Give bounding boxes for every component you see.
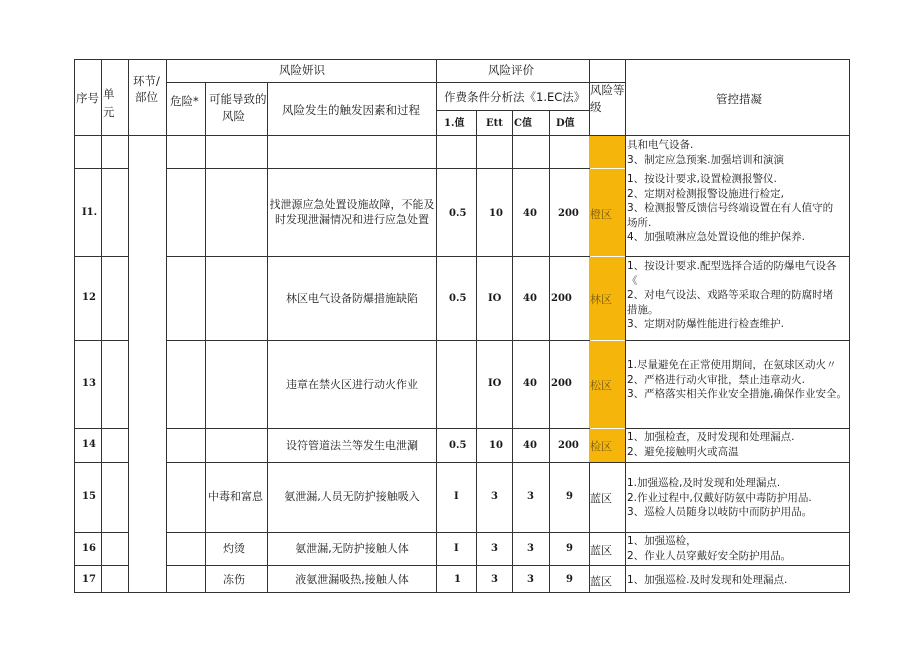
header-l-value: 1.值 bbox=[444, 118, 465, 129]
cause-line: 氨泄漏,无防护接触人体 bbox=[295, 542, 409, 555]
table-border-bottom bbox=[74, 592, 850, 593]
row-seq: 13 bbox=[82, 378, 96, 389]
cause-line: 氨泄漏,人员无防护接触吸入 bbox=[284, 490, 420, 503]
measure-line: 3、检测报警反馈信号终端设置在有人值守的 bbox=[627, 202, 834, 214]
measure-line: 2、定期对检测报警设施进行检定, bbox=[627, 187, 785, 200]
measure-line: 1、加强检查，及时发现和处理漏点. bbox=[627, 431, 795, 443]
row-d: 9 bbox=[566, 491, 573, 502]
row-rule-12b bbox=[166, 340, 589, 341]
row-e: IO bbox=[488, 378, 502, 389]
table-border-left bbox=[74, 59, 75, 593]
table-border-top bbox=[74, 59, 850, 60]
measure-line: 措施。 bbox=[627, 303, 659, 316]
row-d: 9 bbox=[566, 574, 573, 585]
table-border-right bbox=[849, 59, 850, 593]
measure-line: 3、严格落实相关作业安全措施,确保作业安全。 bbox=[627, 388, 847, 400]
col-rule-unit bbox=[101, 59, 102, 593]
header-d-value: D值 bbox=[556, 118, 575, 129]
col-rule-measures bbox=[625, 59, 626, 593]
header-level-1: 风险等 bbox=[590, 83, 625, 97]
row-seq: 16 bbox=[82, 543, 96, 554]
measures-row-10 bbox=[627, 138, 847, 168]
row-e: 3 bbox=[491, 491, 498, 502]
row-level: 蓝区 bbox=[590, 544, 612, 557]
header-rule-1 bbox=[166, 82, 625, 83]
row-cause bbox=[269, 197, 435, 227]
measure-line: 2.作业过程中,仅戴好防氨中毒防护用品. bbox=[627, 491, 812, 504]
row-d: 200 bbox=[558, 440, 579, 451]
row-l: I bbox=[454, 491, 459, 502]
measure-line: 3、定期对防爆性能进行检查维护. bbox=[627, 318, 785, 330]
row-rule-13c bbox=[625, 428, 850, 429]
col-rule-cause bbox=[267, 82, 268, 593]
col-rule-consequence bbox=[205, 82, 206, 593]
row-rule-15b bbox=[166, 532, 850, 533]
row-l: 0.5 bbox=[449, 440, 467, 451]
header-unit-1: 单 bbox=[103, 87, 115, 101]
cause-line: 液氨泄漏吸热,接触人体 bbox=[295, 573, 409, 586]
row-c: 40 bbox=[523, 378, 537, 389]
row-c: 3 bbox=[527, 574, 534, 585]
row-seq: 17 bbox=[82, 574, 96, 585]
cause-line: 林区电气设备防爆措施缺陷 bbox=[286, 292, 418, 305]
row-consequence: 冻伤 bbox=[223, 573, 245, 586]
measure-line: 1、加强巡检.及时发现和处理漏点. bbox=[627, 574, 788, 586]
row-level: 松区 bbox=[590, 379, 612, 392]
measures-row-17 bbox=[627, 573, 847, 591]
row-level: 检区 bbox=[590, 440, 612, 453]
row-c: 3 bbox=[527, 543, 534, 554]
measure-line: 4、加强喷淋应急处置设他的维护保养. bbox=[627, 231, 806, 243]
col-rule-l bbox=[436, 59, 437, 593]
measure-line: 2、严格进行动火审批，禁止违章动火. bbox=[627, 373, 806, 386]
measure-line: 2、对电气设法、戏路等采取合理的防腐时堵 bbox=[627, 289, 834, 301]
measure-line: 场所. bbox=[627, 216, 652, 229]
row-d: 200 bbox=[551, 293, 572, 304]
row-c: 40 bbox=[523, 440, 537, 451]
cause-line: 找泄源应急处置设施故障，不能及 bbox=[269, 198, 435, 211]
row-e: 10 bbox=[489, 440, 503, 451]
row-e: 3 bbox=[491, 543, 498, 554]
row-level: 橙区 bbox=[590, 208, 612, 221]
col-rule-d bbox=[549, 110, 550, 593]
col-rule-e bbox=[476, 110, 477, 593]
row-cause bbox=[269, 489, 435, 504]
measure-line: 1、加强巡检， bbox=[627, 535, 697, 547]
header-lec-method: 作费条件分析法《1.EC法》 bbox=[444, 90, 586, 104]
header-level-2: 级 bbox=[590, 100, 602, 114]
row-level: 蓝区 bbox=[590, 575, 612, 588]
header-identification: 风险妍识 bbox=[279, 63, 325, 77]
row-d: 200 bbox=[551, 378, 572, 389]
measure-line: 3、巡检人员随身以岐防中而防护用品。 bbox=[627, 506, 813, 518]
row-c: 3 bbox=[527, 491, 534, 502]
row-level: 林区 bbox=[590, 293, 612, 306]
measures-row-15 bbox=[627, 476, 847, 532]
row-seq: I1. bbox=[82, 207, 98, 218]
row-consequence: 灼烫 bbox=[223, 542, 245, 555]
measure-line: 2、避免接触明火或高温 bbox=[627, 445, 739, 458]
cause-line: 设符管道法兰等发生电泄涮 bbox=[286, 439, 418, 452]
header-cause: 风险发生的触发因素和过程 bbox=[282, 103, 420, 117]
header-hazard: 危险* bbox=[170, 94, 199, 108]
row-cause bbox=[269, 291, 435, 306]
row-e: IO bbox=[488, 293, 502, 304]
col-rule-c bbox=[512, 110, 513, 593]
measures-row-14 bbox=[627, 430, 847, 462]
row-l: 1 bbox=[454, 574, 461, 585]
measure-line: 1.加强巡检,及时发现和处理漏点. bbox=[627, 477, 781, 489]
row-l: 0.5 bbox=[449, 208, 467, 219]
col-rule-hazard bbox=[166, 59, 167, 593]
row-cause bbox=[269, 541, 435, 556]
row-consequence: 中毒和富息 bbox=[208, 490, 263, 503]
row-rule-13b bbox=[166, 428, 589, 429]
measure-line: 具和电气设备. bbox=[627, 139, 694, 151]
measure-line: 3、制定应急预案.加强培训和演演 bbox=[627, 153, 785, 166]
row-rule-12c bbox=[625, 340, 850, 341]
row-seq: 12 bbox=[82, 292, 96, 303]
row-d: 200 bbox=[558, 208, 579, 219]
row-seq: 15 bbox=[82, 491, 96, 502]
header-section-1: 环节/ bbox=[133, 74, 160, 88]
header-section-2: 部位 bbox=[135, 90, 158, 104]
header-measures: 管控措凝 bbox=[716, 92, 762, 106]
header-e-value: Ett bbox=[486, 118, 503, 129]
row-rule-11c bbox=[625, 256, 850, 257]
header-bottom bbox=[74, 135, 850, 136]
header-evaluation: 风险评价 bbox=[488, 63, 534, 77]
cause-line: 时发现泄漏情况和进行应急处置 bbox=[275, 213, 429, 226]
measure-line: 2、作业人员穿戴好安全防护用品。 bbox=[627, 549, 792, 562]
col-rule-section bbox=[128, 59, 129, 593]
row-c: 40 bbox=[523, 208, 537, 219]
row-l: I bbox=[454, 543, 459, 554]
cause-line: 违章在禁火区进行动火作业 bbox=[286, 378, 418, 391]
row-e: 10 bbox=[489, 208, 503, 219]
measures-row-16 bbox=[627, 534, 847, 565]
row-d: 9 bbox=[566, 543, 573, 554]
row-level: 蓝区 bbox=[590, 492, 612, 505]
header-c-value: C值 bbox=[514, 118, 532, 129]
row-rule-16b bbox=[166, 565, 850, 566]
header-seq: 序号 bbox=[76, 91, 99, 105]
row-seq: 14 bbox=[82, 439, 96, 450]
row-cause bbox=[269, 377, 435, 392]
measure-line: 1.尽量避免在正常使用期间，在氨球区动火〃 bbox=[627, 359, 837, 371]
row-l: 0.5 bbox=[449, 293, 467, 304]
row-cause bbox=[269, 572, 435, 587]
measure-line: 《 bbox=[627, 274, 638, 287]
row-rule-11b bbox=[166, 256, 589, 257]
row-c: 40 bbox=[523, 293, 537, 304]
measure-line: 1、按设计要求.配型选择合适的防爆电气设各 bbox=[627, 260, 837, 272]
header-consequence-1: 可能导致的 bbox=[209, 92, 267, 106]
measures-row-12 bbox=[627, 259, 847, 340]
row-cause bbox=[269, 438, 435, 453]
measures-row-11 bbox=[627, 172, 847, 256]
header-consequence-2: 风险 bbox=[222, 109, 245, 123]
row-e: 3 bbox=[491, 574, 498, 585]
header-unit-2: 元 bbox=[103, 105, 115, 119]
row-rule-10b bbox=[166, 168, 589, 169]
row-rule-14b bbox=[166, 462, 850, 463]
level-highlight-10 bbox=[589, 136, 625, 168]
measure-line: 1、按设计要求,设置检测报警仪. bbox=[627, 173, 777, 185]
measures-row-13 bbox=[627, 358, 847, 428]
